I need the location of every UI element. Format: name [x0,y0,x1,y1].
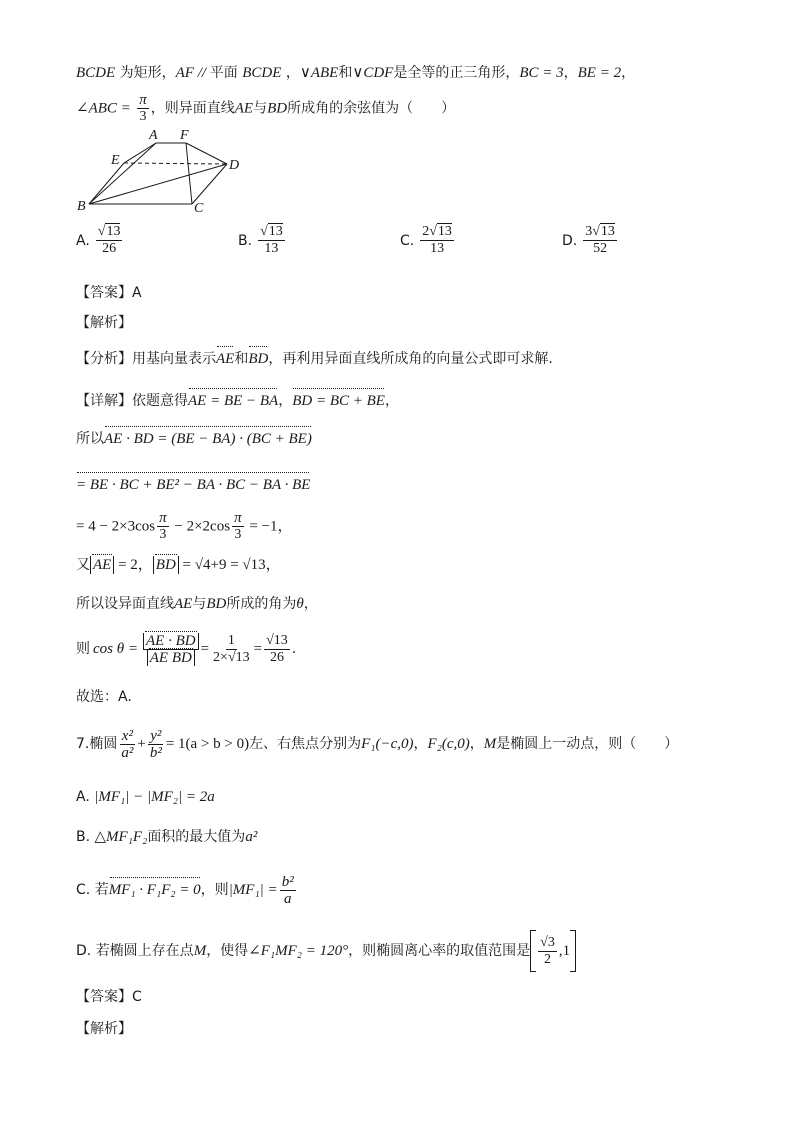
answer-value: A [132,285,142,301]
p7-stem: 7. 椭圆 $\frac{\text{x²}}{\text{a²}}$ + $\frac{\text{y²}}{\text{b²}}$ = 1(a > b > 0) 左、右焦点分别为 F₁(−c,0) ， F₂(c,0) ， M 是椭圆上一动点，则（ ） [76,727,679,761]
p6-xiangjie-4: = 4 − 2×3cos $\frac{\pi}{3}$ − 2×2cos $\frac{\pi}{3}$ = −1， [76,510,293,542]
p6-xiangjie-1: 【详解】依题意得AE = BE − BA，BD = BC + BE， [76,390,399,412]
answer-value: C [132,989,142,1005]
label-F: F [180,128,189,143]
edge-DC [192,164,227,204]
label-B: B [77,199,86,214]
p6-xiangjie-7: 则 cos θ = $\frac{AE \cdot BD}{\text{AE BD}}$ = $\frac{1}{2\times√13}$ = $\frac{√13}{26}$ . [76,632,297,666]
p7-number: 7. [76,736,90,752]
edge-BA [89,143,156,204]
left-bracket [530,930,536,972]
option-c[interactable]: C. $\frac{2√13}{13}$ [400,224,452,256]
p6-line2: ∠ABC = $\frac{\pi}{3}$ ，则异面直线AE与BD所成角的余弦值为（ ） [76,92,456,124]
p7-option-a[interactable]: A. |MF₁| − |MF₂| = 2a [76,789,215,805]
fraction-pi-3: $\frac{\pi}{3}$ [139,92,147,124]
p7-answer: 【答案】C [76,989,142,1005]
p6-conclusion: 故选：A. [76,689,132,705]
p6-answer: 【答案】A [76,285,142,301]
edge-FD [186,143,227,164]
p6-analysis-tag: 【解析】 [76,315,132,331]
p7-option-b[interactable]: B. △MF₁F₂面积的最大值为a² [76,829,258,845]
p7-option-d[interactable]: D. 若椭圆上存在点 M ，使得 ∠F₁MF₂ = 120° ，则椭圆离心率的取值范围是 $\frac{√3}{2}$ ,1 [76,928,576,974]
p6-xiangjie-2: 所以AE · BD = (BE − BA) · (BC + BE) [76,428,312,450]
edge-ED-dashed [124,163,227,164]
edge-BD [89,164,227,204]
option-b[interactable]: B. $\frac{√13}{13}$ [238,224,283,256]
p6-xiangjie-6: 所以设异面直线AE与BD所成的角为θ， [76,596,318,612]
option-a[interactable]: A. $\frac{√13}{26}$ [76,224,121,256]
geometry-figure [74,126,254,218]
p6-fenxi: 【分析】用基向量表示AE和BD，再利用异面直线所成角的向量公式即可求解. [76,348,553,370]
label-A: A [149,128,158,143]
p6-xiangjie-5: 又 AE = 2， BD = √4+9 = √13， [76,557,281,573]
option-d[interactable]: D. $\frac{3√13}{52}$ [562,224,615,256]
edge-BE [89,163,124,204]
p7-analysis-tag: 【解析】 [76,1021,132,1037]
label-C: C [194,201,204,216]
edge-EA [124,143,156,163]
p6-line1: BCDE 为矩形，AF // 平面 BCDE ，∨ABE和∨CDF是全等的正三角形，BC = 3，BE = 2， [76,65,636,81]
rect-name: BCDE [76,65,116,81]
right-bracket [570,930,576,972]
label-D: D [229,158,240,173]
p7-option-c[interactable]: C. 若 MF₁ · F₁F₂ = 0 ，则 |MF₁| = $\frac{\text{b²}}{a}$ [76,873,294,907]
edge-FC [186,143,192,204]
p6-xiangjie-3: = BE · BC + BE² − BA · BC − BA · BE [76,474,310,496]
label-E: E [111,153,120,168]
